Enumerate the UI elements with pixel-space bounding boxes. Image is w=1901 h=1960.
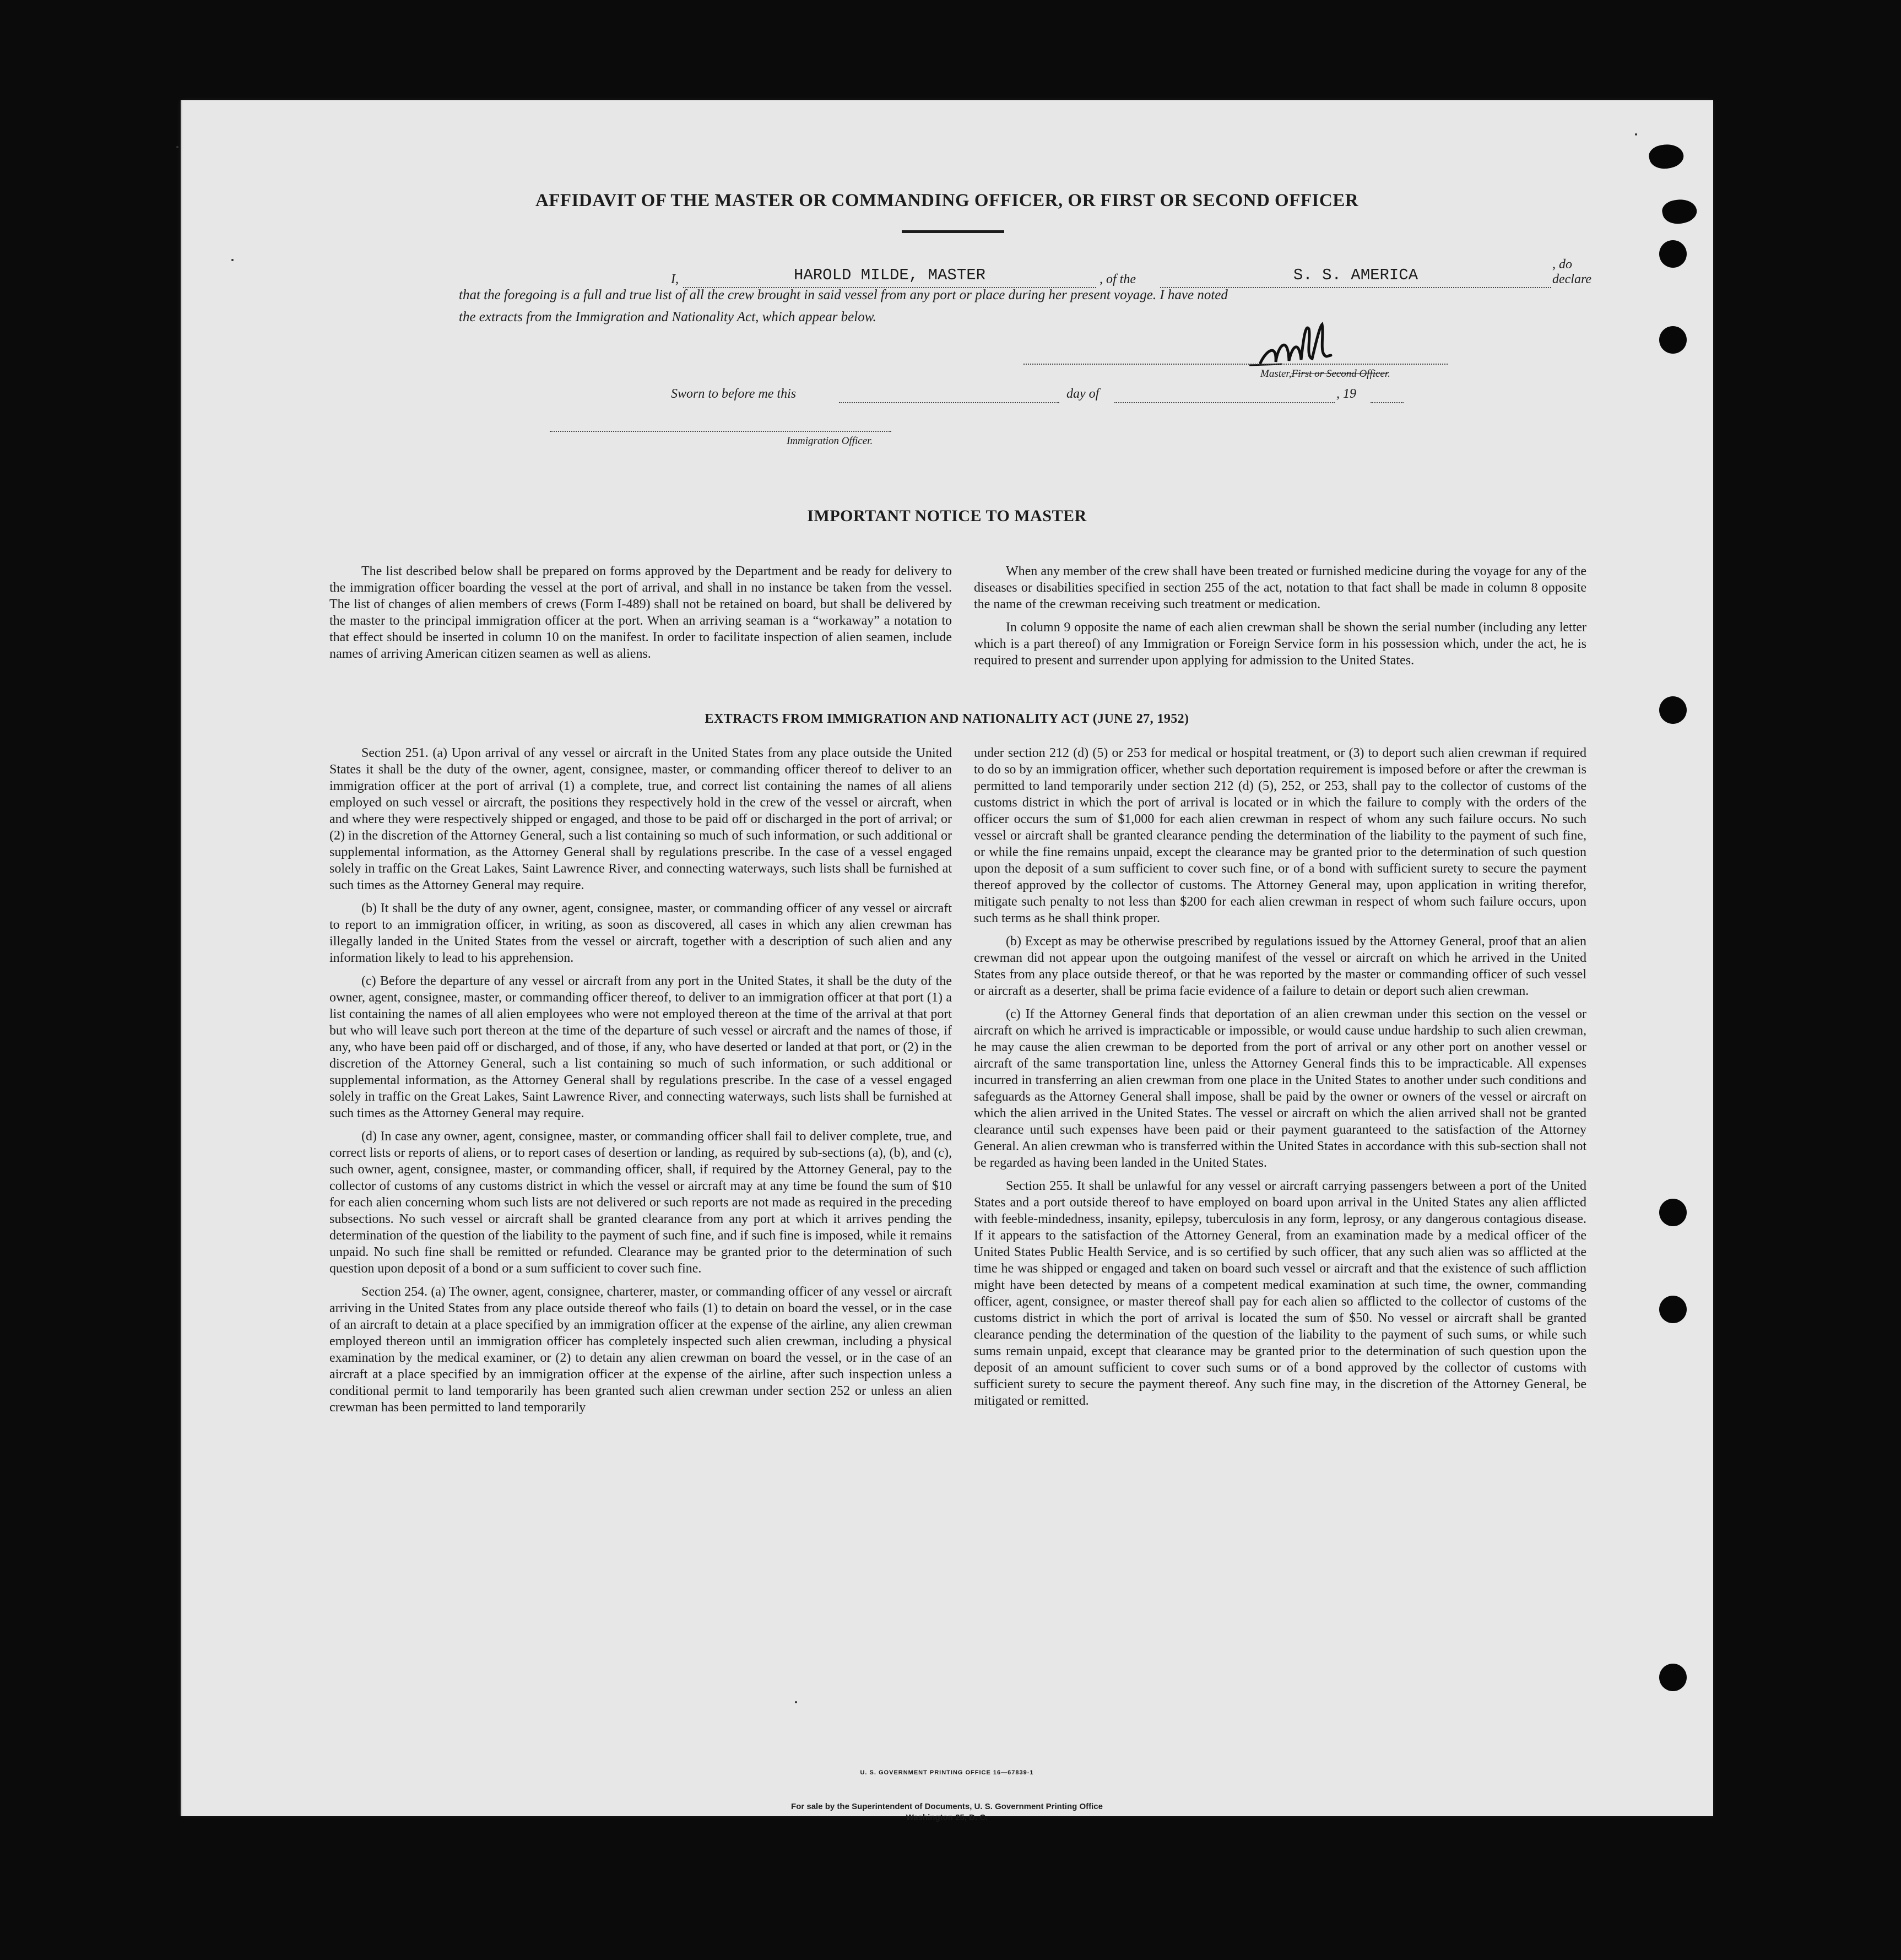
signature-label (1260, 368, 1390, 380)
stray-mark (795, 1701, 797, 1703)
do-declare-label: , do declare (1552, 257, 1592, 286)
sworn-day-field[interactable] (839, 401, 1059, 403)
punch-hole (1659, 1199, 1687, 1226)
notice-right-paragraph-2: In column 9 opposite the name of each alien crewman shall be shown the serial number (including any letter which is a part thereof) of any Immigration or Foreign Service form in his possession which, under the act, he is required to present and surrender upon applying for admission to the United States. (974, 620, 1586, 668)
signature-line[interactable] (1023, 364, 1448, 365)
immigration-officer-line[interactable] (550, 431, 891, 432)
immigration-officer-label: Immigration Officer. (787, 435, 873, 447)
extracts-right-column (974, 745, 1586, 1416)
section-251d: (d) In case any owner, agent, consignee, master, or commanding officer shall fail to deliver complete, true, and correct lists or reports of aliens, or to report cases of desertion or landing, as required by sub-sections (a), (b), and (c), such owner, agent, consignee, master, or commanding officer, shall, if required by the Attorney General, pay to the collector of customs of any customs district in which the vessel or aircraft may at any time be found the sum of $10 for each alien concerning whom such lists are not delivered or such reports are not made as required in the preceding subsections. No such vessel or aircraft shall be granted clearance from any port at which it arrives pending the determination of the question of the liability to the payment of such fine, and if such fine is imposed, while it remains unpaid. No such fine shall be remitted or refunded. Clearance may be granted prior to the determination of such question upon deposit of a bond or a sum sufficient to cover such fine. (329, 1129, 952, 1276)
signature-label-end: . (1388, 368, 1390, 380)
day-of-label: day of (1066, 387, 1100, 401)
scan-artifact (231, 259, 234, 261)
title-rule (902, 230, 1004, 233)
notice-title: IMPORTANT NOTICE TO MASTER (807, 507, 1087, 525)
for-sale-line-1: For sale by the Superintendent of Documents, U. S. Government Printing Office (791, 1802, 1103, 1811)
sworn-month-field[interactable] (1114, 401, 1335, 403)
punch-hole (1659, 326, 1687, 354)
stray-mark (1635, 133, 1637, 136)
punch-hole (1659, 1664, 1687, 1691)
notice-left-paragraph: The list described below shall be prepared on forms approved by the Department and be ready for delivery to the immigration officer boarding the vessel at the port of arrival, and shall in no instance be taken from the vessel. The list of changes of alien members of crews (Form I-489) shall not be retained on board, but shall be delivered by the master to the principal immigration officer at the port. When an arriving seaman is a “workaway” a notation to that effect should be inserted in column 10 on the manifest. In order to facilitate inspection of alien seamen, include names of arriving American citizen seamen as well as aliens. (329, 564, 952, 661)
section-251a: Section 251. (a) Upon arrival of any vessel or aircraft in the United States from any place outside the United States it shall be the duty of the owner, agent, consignee, master, or commanding officer thereof to deliver to an immigration officer at the port of arrival (1) a complete, true, and correct list containing the names of all aliens employed on such vessel or aircraft, the positions they respectively hold in the crew of the vessel or aircraft, when and where they were respectively shipped or engaged, and those to be paid off or discharged in the port of arrival; or (2) in the discretion of the Attorney General, such a list containing so much of such information, or such additional or supplemental information, as the Attorney General shall by regulations prescribe. In the case of a vessel engaged solely in traffic on the Great Lakes, Saint Lawrence River, and connecting waterways, such lists shall be furnished at such times as the Attorney General may require. (329, 746, 952, 892)
sworn-label: Sworn to before me this (671, 387, 797, 401)
section-254b: (b) Except as may be otherwise prescribed by regulations issued by the Attorney General, proof that an alien crewman did not appear upon the outgoing manifest of the vessel or aircraft on which he arrived in the United States from any place outside thereof, or that he was reported by the master or commanding officer of such vessel or aircraft as a deserter, shall be prima facie evidence of a failure to detain or deport such alien crewman. (974, 934, 1586, 998)
section-254a: Section 254. (a) The owner, agent, consignee, charterer, master, or commanding officer of any vessel or aircraft arriving in the United States from any place outside thereof who fails (1) to detain on board the vessel, or in the case of an aircraft to detain at a place specified by an immigration officer at the expense of the airline, any alien crewman employed thereon until an immigration officer has completely inspected such alien crewman, including a physical examination by the medical examiner, or (2) to detain any alien crewman on board the vessel, or in the case of an aircraft at a place specified by an immigration officer at the expense of the airline, after such inspection unless a conditional permit to land temporarily has been granted such alien crewman under section 252 or unless an alien crewman has been permitted to land temporarily (329, 1285, 952, 1415)
section-254a-continued: under section 212 (d) (5) or 253 for medical or hospital treatment, or (3) to deport such alien crewman if required to do so by an immigration officer, whether such deportation requirement is imposed before or after the crewman is permitted to land temporarily under section 212 (d) (5), 252, or 253, shall pay to the collector of customs of the customs district in which the port of arrival is located or in which the failure to comply with the orders of the officer occurs the sum of $1,000 for each alien crewman in respect of whom any such failure occurs. No such vessel or aircraft shall be granted clearance pending the determination of the liability to the payment of such fine, or while the fine remains unpaid, except the clearance may be granted prior to the determination of such question upon the deposit of a sum sufficient to cover such fine, or of a bond with sufficient surety to secure the payment thereof approved by the collector of customs. The Attorney General may, upon application in writing therefor, mitigate such penalty to not less than $200 for each alien crewman in respect of whom such failure occurs, upon such terms as he shall think proper. (974, 746, 1586, 925)
of-the-label: , of the (1100, 272, 1136, 286)
for-sale-notice (181, 1801, 1713, 1823)
section-251b: (b) It shall be the duty of any owner, agent, consignee, master, or commanding officer of any vessel or aircraft to report to an immigration officer, in writing, as soon as discovered, all cases in which any alien crewman has illegally landed in the United States from the vessel or aircraft, together with a description of such alien and any information likely to lead to his apprehension. (329, 901, 952, 965)
extracts-left-column (329, 745, 952, 1422)
vessel-name-field[interactable]: S. S. AMERICA (1160, 267, 1551, 288)
gpo-imprint: U. S. GOVERNMENT PRINTING OFFICE 16—67839-1 (860, 1769, 1034, 1776)
section-251c: (c) Before the departure of any vessel or aircraft from any port in the United States, it shall be the duty of the owner, agent, consignee, master, or commanding officer thereof, to deliver to an immigration officer at that port (1) a list containing the names of all alien employees who were not employed thereon at the time of the arrival at that port but who will leave such port thereon at the time of the departure of such vessel or aircraft and the names of those, if any, who have been paid off or discharged, and of those, if any, who have deserted or landed at that port, or (2) in the discretion of the Attorney General, such a list containing so much of such information, or such additional or supplemental information, as the Attorney General shall by regulations prescribe. In the case of a vessel engaged solely in traffic on the Great Lakes, Saint Lawrence River, and connecting waterways, such lists shall be furnished at such times as the Attorney General may require. (329, 974, 952, 1120)
master-name-field[interactable]: HAROLD MILDE, MASTER (683, 267, 1096, 288)
scan-artifact (176, 146, 178, 148)
notice-right-column (974, 563, 1586, 675)
section-255: Section 255. It shall be unlawful for any vessel or aircraft carrying passengers between a port of the United States and a port outside thereof to have employed on board upon arrival in the United States any alien afflicted with feeble-mindedness, insanity, epilepsy, tuberculosis in any form, leprosy, or any dangerous contagious disease. If it appears to the satisfaction of the Attorney General, from an examination made by a medical officer of the United States Public Health Service, and is so certified by such officer, that any such alien was so afflicted at the time he was shipped or engaged and taken on board such vessel or aircraft and that the existence of such affliction might have been detected by means of a competent medical examination at such time, the owner, commanding officer, agent, consignee, or master thereof shall pay for each alien so afflicted to the collector of customs of the customs district in which the port of arrival is located the sum of $50. No vessel or aircraft shall be granted clearance pending the determination of the question of the liability to the payment of such sums, or while such sums remain unpaid, except that clearance may be granted prior to the determination of such question upon the deposit of an amount sufficient to cover such sums or of a bond approved by the collector of customs with sufficient surety to secure the payment thereof. Any such fine may, in the discretion of the Attorney General, be mitigated or remitted. (974, 1179, 1586, 1408)
i-label: I, (671, 272, 679, 286)
statement-line-1: that the foregoing is a full and true list of all the crew brought in said vessel from any port or place during her present voyage. I have noted (459, 288, 1228, 302)
signature-label-struck: First or Second Officer (1291, 368, 1388, 380)
sworn-year-field[interactable] (1371, 401, 1404, 403)
for-sale-line-2: Washington 25, D. C. (906, 1813, 988, 1822)
punch-hole (1659, 240, 1687, 268)
extracts-title: EXTRACTS FROM IMMIGRATION AND NATIONALITY ACT (JUNE 27, 1952) (705, 712, 1189, 726)
affidavit-title: AFFIDAVIT OF THE MASTER OR COMMANDING OFFICER, OR FIRST OR SECOND OFFICER (535, 191, 1359, 210)
notice-right-paragraph-1: When any member of the crew shall have been treated or furnished medicine during the voyage for any of the diseases or disabilities specified in section 255 of the act, notation to that fact shall be made in column 8 opposite the name of the crewman receiving such treatment or medication. (974, 564, 1586, 611)
year-label: , 19 (1336, 387, 1356, 401)
section-254c: (c) If the Attorney General finds that deportation of an alien crewman under this section on the vessel or aircraft on which he arrived is impracticable or impossible, or would cause undue hardship to such alien crewman, he may cause the alien crewman to be deported from the port of arrival or any other port on another vessel or aircraft of the same transportation line, unless the Attorney General finds this to be impracticable. All expenses incurred in transferring an alien crewman from one place in the United States to another under such conditions and safeguards as the Attorney General shall impose, shall be paid by the owner or owners of the vessel or aircraft on which the alien arrived in the United States. The vessel or aircraft on which the alien arrived shall not be granted clearance until such expenses have been paid or their payment guaranteed to the satisfaction of the Attorney General. An alien crewman who is transferred within the United States in accordance with this sub-section shall not be regarded as having been landed in the United States. (974, 1007, 1586, 1170)
sworn-line (489, 387, 1426, 409)
notice-left-column (329, 563, 952, 669)
document-page (181, 100, 1713, 1822)
punch-hole (1659, 1296, 1687, 1323)
statement-line-2: the extracts from the Immigration and Nationality Act, which appear below. (459, 310, 876, 324)
signature-label-master: Master, (1260, 368, 1292, 380)
